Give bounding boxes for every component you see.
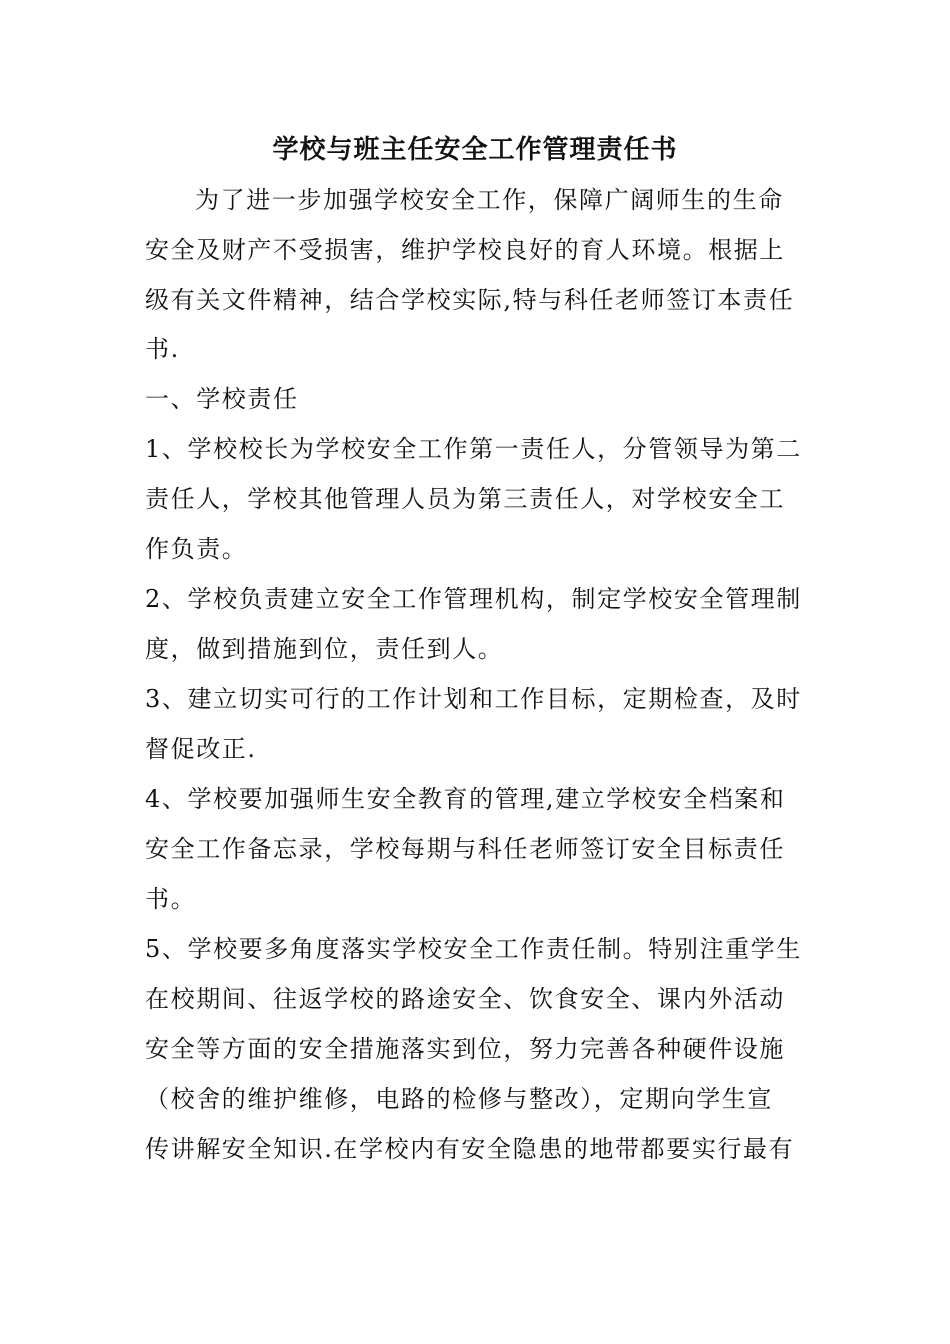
paragraph-line: （校舍的维护维修，电路的检修与整改），定期向学生宣 xyxy=(145,1085,773,1113)
paragraph-line: 4、学校要加强师生安全教育的管理,建立学校安全档案和 xyxy=(145,785,786,813)
paragraph-line: 书. xyxy=(145,335,180,363)
paragraph-line: 书。 xyxy=(145,885,197,913)
paragraph-line: 3、建立切实可行的工作计划和工作目标，定期检查，及时 xyxy=(145,685,802,713)
paragraph-line: 1、学校校长为学校安全工作第一责任人，分管领导为第二 xyxy=(145,435,802,463)
paragraph-line: 安全工作备忘录，学校每期与科任老师签订安全目标责任 xyxy=(145,835,785,863)
paragraph-line: 安全及财产不受损害，维护学校良好的育人环境。根据上 xyxy=(145,236,785,264)
paragraph-line: 2、学校负责建立安全工作管理机构，制定学校安全管理制 xyxy=(145,585,802,613)
paragraph-line: 级有关文件精神，结合学校实际,特与科任老师签订本责任 xyxy=(145,286,795,314)
paragraph-line: 作负责。 xyxy=(145,535,248,563)
paragraph-line: 安全等方面的安全措施落实到位，努力完善各种硬件设施 xyxy=(145,1035,785,1063)
paragraph-line: 在校期间、往返学校的路途安全、饮食安全、课内外活动 xyxy=(145,985,785,1013)
paragraph-line: 为了进一步加强学校安全工作，保障广阔师生的生命 xyxy=(195,186,784,214)
paragraph-line: 传讲解安全知识.在学校内有安全隐患的地带都要实行最有 xyxy=(145,1135,795,1163)
document-title: 学校与班主任安全工作管理责任书 xyxy=(272,135,678,165)
paragraph-line: 5、学校要多角度落实学校安全工作责任制。特别注重学生 xyxy=(145,935,802,963)
paragraph-line: 责任人，学校其他管理人员为第三责任人，对学校安全工 xyxy=(145,485,785,513)
section-heading: 一、学校责任 xyxy=(145,385,299,413)
paragraph-line: 度，做到措施到位，责任到人。 xyxy=(145,635,504,663)
paragraph-line: 督促改正. xyxy=(145,735,257,763)
